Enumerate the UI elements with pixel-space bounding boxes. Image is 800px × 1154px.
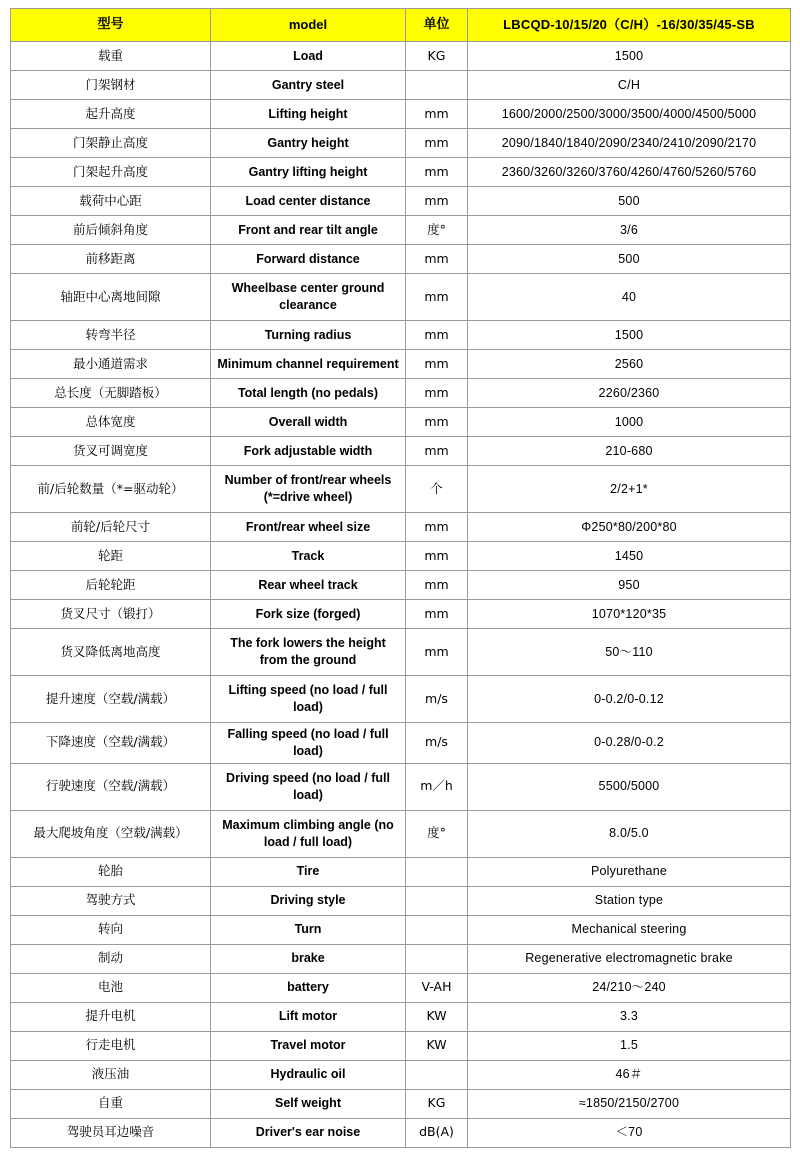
row-label-en: Driver's ear noise (211, 1118, 406, 1147)
row-unit: KG (406, 1089, 468, 1118)
table-row (11, 379, 791, 408)
column-header-value: LBCQD-10/15/20（C/H）-16/30/35/45-SB (468, 9, 791, 42)
table-row (11, 216, 791, 245)
table-row (11, 158, 791, 187)
table-row (11, 350, 791, 379)
row-unit (406, 857, 468, 886)
row-label-cn: 制动 (11, 944, 211, 973)
row-value: 3.3 (468, 1002, 791, 1031)
row-label-en: Driving style (211, 886, 406, 915)
row-label-en: brake (211, 944, 406, 973)
row-label-en: Hydraulic oil (211, 1060, 406, 1089)
row-unit: m/s (406, 723, 468, 764)
row-label-cn: 轴距中心离地间隙 (11, 274, 211, 321)
table-row (11, 437, 791, 466)
row-label-cn: 前/后轮数量（*=驱动轮） (11, 466, 211, 513)
row-label-cn: 门架静止高度 (11, 129, 211, 158)
row-value: 1600/2000/2500/3000/3500/4000/4500/5000 (468, 100, 791, 129)
table-row (11, 810, 791, 857)
table-row (11, 857, 791, 886)
row-label-cn: 前后倾斜角度 (11, 216, 211, 245)
row-label-en: Wheelbase center ground clearance (211, 274, 406, 321)
row-label-cn: 门架起升高度 (11, 158, 211, 187)
row-label-en: Front/rear wheel size (211, 513, 406, 542)
row-unit: mm (406, 379, 468, 408)
row-label-en: Rear wheel track (211, 571, 406, 600)
column-header-model-cn: 型号 (11, 9, 211, 42)
row-label-en: Fork size (forged) (211, 600, 406, 629)
table-row (11, 676, 791, 723)
row-unit: mm (406, 274, 468, 321)
table-row (11, 245, 791, 274)
row-value: 0-0.2/0-0.12 (468, 676, 791, 723)
row-label-cn: 总体宽度 (11, 408, 211, 437)
row-value: 1450 (468, 542, 791, 571)
row-label-cn: 载重 (11, 42, 211, 71)
row-value: 1.5 (468, 1031, 791, 1060)
row-label-en: Load (211, 42, 406, 71)
row-label-en: Overall width (211, 408, 406, 437)
table-row (11, 408, 791, 437)
row-value: 950 (468, 571, 791, 600)
row-unit: m／h (406, 763, 468, 810)
row-label-cn: 后轮轮距 (11, 571, 211, 600)
row-value: Mechanical steering (468, 915, 791, 944)
table-row (11, 1031, 791, 1060)
row-unit: mm (406, 129, 468, 158)
row-value: 40 (468, 274, 791, 321)
row-label-cn: 驾驶员耳边噪音 (11, 1118, 211, 1147)
row-label-en: Falling speed (no load / full load) (211, 723, 406, 764)
table-row (11, 513, 791, 542)
row-value: 24/210～240 (468, 973, 791, 1002)
table-row (11, 129, 791, 158)
row-label-cn: 货叉降低离地高度 (11, 629, 211, 676)
row-unit: mm (406, 158, 468, 187)
row-unit (406, 944, 468, 973)
row-label-cn: 驾驶方式 (11, 886, 211, 915)
row-label-cn: 轮距 (11, 542, 211, 571)
row-label-cn: 轮胎 (11, 857, 211, 886)
table-row (11, 321, 791, 350)
row-label-cn: 门架钢材 (11, 71, 211, 100)
row-label-en: Load center distance (211, 187, 406, 216)
row-label-en: battery (211, 973, 406, 1002)
row-label-cn: 货叉可调宽度 (11, 437, 211, 466)
row-unit: 度° (406, 810, 468, 857)
table-row (11, 723, 791, 764)
row-label-en: Lifting height (211, 100, 406, 129)
column-header-unit: 单位 (406, 9, 468, 42)
table-header-row (11, 9, 791, 42)
row-value: 46＃ (468, 1060, 791, 1089)
row-value: 500 (468, 245, 791, 274)
row-value: C/H (468, 71, 791, 100)
row-label-en: Driving speed (no load / full load) (211, 763, 406, 810)
specification-table (10, 8, 791, 1148)
row-label-cn: 转弯半径 (11, 321, 211, 350)
row-value: 0-0.28/0-0.2 (468, 723, 791, 764)
row-value: 500 (468, 187, 791, 216)
table-row (11, 1118, 791, 1147)
row-value: 50～110 (468, 629, 791, 676)
row-value: 1500 (468, 42, 791, 71)
row-unit: mm (406, 437, 468, 466)
row-label-en: Front and rear tilt angle (211, 216, 406, 245)
row-value: 210-680 (468, 437, 791, 466)
row-label-en: Gantry height (211, 129, 406, 158)
row-unit: mm (406, 542, 468, 571)
row-label-en: Track (211, 542, 406, 571)
row-unit: 度° (406, 216, 468, 245)
row-value: 8.0/5.0 (468, 810, 791, 857)
row-unit: V-AH (406, 973, 468, 1002)
row-unit: mm (406, 513, 468, 542)
row-label-cn: 自重 (11, 1089, 211, 1118)
row-label-en: Turning radius (211, 321, 406, 350)
row-unit: KG (406, 42, 468, 71)
table-row (11, 1089, 791, 1118)
row-unit: KW (406, 1002, 468, 1031)
row-label-en: Self weight (211, 1089, 406, 1118)
row-label-en: Gantry steel (211, 71, 406, 100)
row-label-en: Turn (211, 915, 406, 944)
row-value: 2090/1840/1840/2090/2340/2410/2090/2170 (468, 129, 791, 158)
row-label-cn: 最小通道需求 (11, 350, 211, 379)
row-label-en: Fork adjustable width (211, 437, 406, 466)
table-row (11, 915, 791, 944)
table-row (11, 1002, 791, 1031)
table-row (11, 187, 791, 216)
row-unit: mm (406, 245, 468, 274)
table-body (11, 9, 791, 1148)
row-value: 1070*120*35 (468, 600, 791, 629)
row-unit: mm (406, 321, 468, 350)
row-unit: mm (406, 408, 468, 437)
row-label-cn: 转向 (11, 915, 211, 944)
row-unit (406, 886, 468, 915)
table-row (11, 973, 791, 1002)
row-value: Regenerative electromagnetic brake (468, 944, 791, 973)
row-label-cn: 下降速度（空载/满载） (11, 723, 211, 764)
row-unit: dB(A) (406, 1118, 468, 1147)
row-unit: mm (406, 350, 468, 379)
row-value: 1000 (468, 408, 791, 437)
row-unit: mm (406, 629, 468, 676)
row-unit: KW (406, 1031, 468, 1060)
row-value: Φ250*80/200*80 (468, 513, 791, 542)
table-row (11, 542, 791, 571)
row-value: 2360/3260/3260/3760/4260/4760/5260/5760 (468, 158, 791, 187)
row-unit (406, 71, 468, 100)
row-label-en: Lift motor (211, 1002, 406, 1031)
table-row (11, 763, 791, 810)
row-label-cn: 起升高度 (11, 100, 211, 129)
row-label-cn: 行驶速度（空载/满载） (11, 763, 211, 810)
row-label-cn: 提升电机 (11, 1002, 211, 1031)
row-unit (406, 915, 468, 944)
row-unit: 个 (406, 466, 468, 513)
row-value: ＜70 (468, 1118, 791, 1147)
table-row (11, 42, 791, 71)
row-label-cn: 提升速度（空载/满载） (11, 676, 211, 723)
row-label-en: Maximum climbing angle (no load / full load) (211, 810, 406, 857)
row-label-cn: 行走电机 (11, 1031, 211, 1060)
row-label-cn: 货叉尺寸（锻打） (11, 600, 211, 629)
row-unit: mm (406, 571, 468, 600)
row-unit: mm (406, 600, 468, 629)
row-value: 5500/5000 (468, 763, 791, 810)
table-row (11, 571, 791, 600)
row-value: 3/6 (468, 216, 791, 245)
row-label-en: Travel motor (211, 1031, 406, 1060)
row-label-cn: 前移距离 (11, 245, 211, 274)
row-label-cn: 总长度（无脚踏板） (11, 379, 211, 408)
row-label-en: Minimum channel requirement (211, 350, 406, 379)
column-header-model-en: model (211, 9, 406, 42)
table-row (11, 944, 791, 973)
table-row (11, 274, 791, 321)
row-label-cn: 电池 (11, 973, 211, 1002)
row-label-cn: 前轮/后轮尺寸 (11, 513, 211, 542)
table-row (11, 629, 791, 676)
table-row (11, 600, 791, 629)
row-label-cn: 载荷中心距 (11, 187, 211, 216)
row-value: Station type (468, 886, 791, 915)
table-row (11, 71, 791, 100)
row-value: 2260/2360 (468, 379, 791, 408)
row-value: ≈1850/2150/2700 (468, 1089, 791, 1118)
row-label-cn: 液压油 (11, 1060, 211, 1089)
row-label-en: Total length (no pedals) (211, 379, 406, 408)
row-value: 2/2+1* (468, 466, 791, 513)
row-label-en: Tire (211, 857, 406, 886)
row-label-en: Number of front/rear wheels (*=drive wheel) (211, 466, 406, 513)
row-unit: mm (406, 100, 468, 129)
table-row (11, 466, 791, 513)
row-label-en: The fork lowers the height from the ground (211, 629, 406, 676)
table-row (11, 886, 791, 915)
row-unit: mm (406, 187, 468, 216)
row-label-en: Lifting speed (no load / full load) (211, 676, 406, 723)
row-label-cn: 最大爬坡角度（空载/满载） (11, 810, 211, 857)
row-label-en: Gantry lifting height (211, 158, 406, 187)
table-row (11, 100, 791, 129)
row-value: Polyurethane (468, 857, 791, 886)
row-value: 1500 (468, 321, 791, 350)
row-label-en: Forward distance (211, 245, 406, 274)
row-unit: m/s (406, 676, 468, 723)
row-value: 2560 (468, 350, 791, 379)
